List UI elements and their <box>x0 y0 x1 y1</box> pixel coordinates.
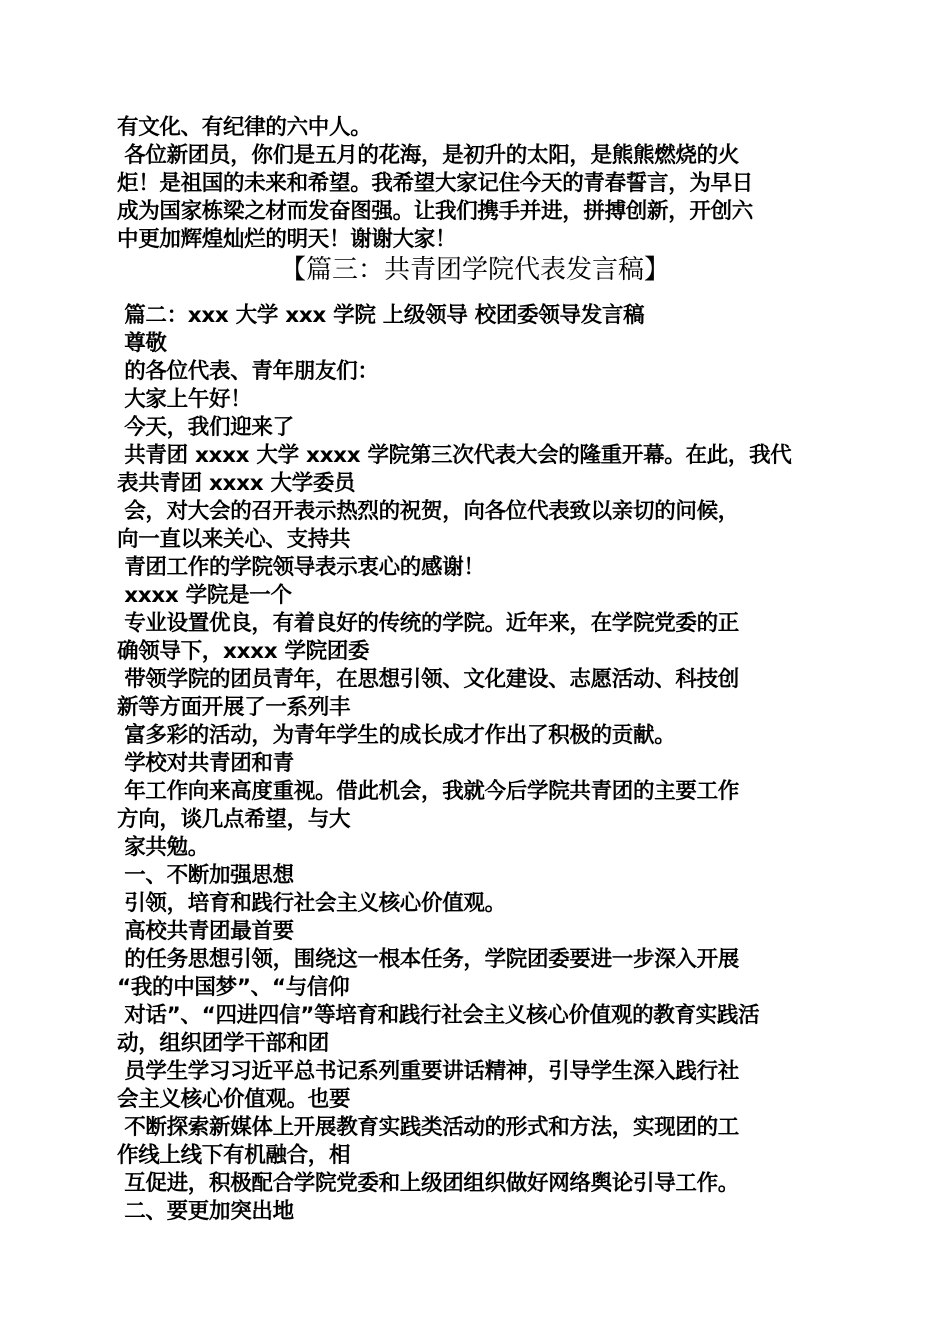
text-line: 不断探索新媒体上开展教育实践类活动的形式和方法，实现团的工 <box>117 1115 739 1140</box>
text-line: 年工作向来高度重视。借此机会，我就今后学院共青团的主要工作 <box>117 779 739 804</box>
text-line: 会，对大会的召开表示热烈的祝贺，向各位代表致以亲切的问候， <box>117 499 739 524</box>
section-heading: 【篇三：共青团学院代表发言稿】 <box>279 255 670 285</box>
text-line: 动，组织团学干部和团 <box>117 1031 330 1056</box>
text-line: 带领学院的团员青年，在思想引领、文化建设、志愿活动、科技创 <box>117 667 739 692</box>
text-line: 专业设置优良，有着良好的传统的学院。近年来，在学院党委的正 <box>117 611 739 636</box>
text-line: 对话”、“四进四信”等培育和践行社会主义核心价值观的教育实践活 <box>117 1003 760 1028</box>
text-line: 共青团 xxxx 大学 xxxx 学院第三次代表大会的隆重开幕。在此，我代 <box>117 443 792 468</box>
text-line: 的各位代表、青年朋友们： <box>117 359 379 384</box>
text-line: 二、要更加突出地 <box>117 1199 294 1224</box>
text-line: 今天，我们迎来了 <box>117 415 294 440</box>
text-line: 中更加辉煌灿烂的明天！谢谢大家！ <box>117 227 457 252</box>
text-line: 表共青团 xxxx 大学委员 <box>117 471 356 496</box>
text-line: 富多彩的活动，为青年学生的成长成才作出了积极的贡献。 <box>117 723 676 748</box>
text-line: 青团工作的学院领导表示衷心的感谢！ <box>117 555 485 580</box>
text-line: 会主义核心价值观。也要 <box>117 1087 351 1112</box>
intro-paragraph <box>117 114 837 254</box>
text-line: 引领，培育和践行社会主义核心价值观。 <box>117 891 506 916</box>
text-line: 一、不断加强思想 <box>117 863 294 888</box>
text-line: 大家上午好！ <box>117 387 252 412</box>
body-text <box>117 302 837 1226</box>
text-line: 员学生学习习近平总书记系列重要讲话精神，引导学生深入践行社 <box>117 1059 739 1084</box>
text-line: 学校对共青团和青 <box>117 751 294 776</box>
text-line: 确领导下，xxxx 学院团委 <box>117 639 370 664</box>
text-line: 各位新团员，你们是五月的花海，是初升的太阳，是熊熊燃烧的火 <box>117 143 739 168</box>
text-line: 方向，谈几点希望，与大 <box>117 807 351 832</box>
text-line: 家共勉。 <box>117 835 209 860</box>
text-line: 炬！是祖国的未来和希望。我希望大家记住今天的青春誓言，为早日 <box>117 171 754 196</box>
text-line: “我的中国梦”、“与信仰 <box>117 975 350 1000</box>
text-line: 尊敬 <box>117 331 167 356</box>
text-line: xxxx 学院是一个 <box>117 583 292 608</box>
text-line: 互促进，积极配合学院党委和上级团组织做好网络舆论引导工作。 <box>117 1171 739 1196</box>
text-line: 新等方面开展了一系列丰 <box>117 695 351 720</box>
text-line: 作线上线下有机融合，相 <box>117 1143 351 1168</box>
text-line: 篇二：xxx 大学 xxx 学院 上级领导 校团委领导发言稿 <box>117 303 645 328</box>
text-line: 成为国家栋梁之材而发奋图强。让我们携手并进，拼搏创新，开创六 <box>117 199 754 224</box>
text-line: 的任务思想引领，围绕这一根本任务，学院团委要进一步深入开展 <box>117 947 739 972</box>
text-line: 有文化、有纪律的六中人。 <box>117 115 372 140</box>
text-line: 高校共青团最首要 <box>117 919 294 944</box>
text-line: 向一直以来关心、支持共 <box>117 527 351 552</box>
